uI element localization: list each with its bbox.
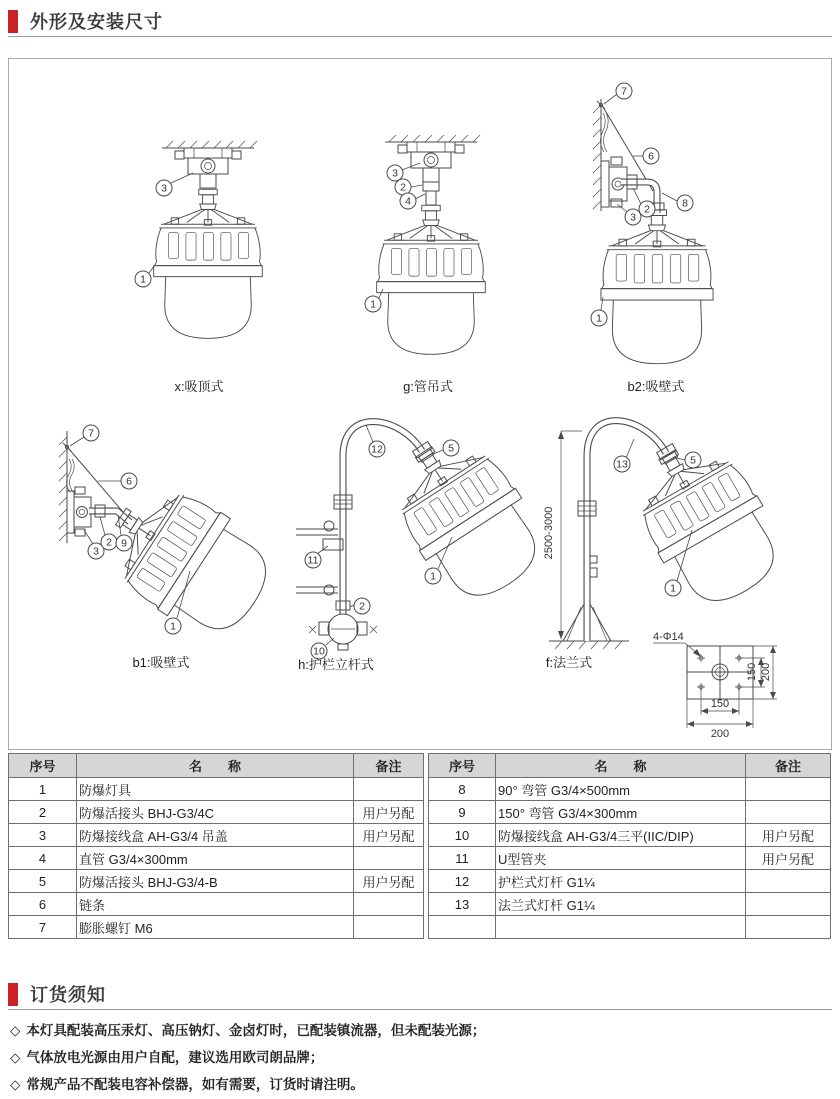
- callout-7: [616, 83, 632, 99]
- cell-note: [746, 801, 831, 824]
- cell-number: 6: [9, 893, 77, 916]
- figure-caption: b1:吸壁式: [132, 655, 190, 670]
- figure-g-pipe-hung: [365, 135, 485, 394]
- callout-11: [305, 552, 321, 568]
- cell-note: [746, 916, 831, 939]
- cell-note: 用户另配: [746, 824, 831, 847]
- svg-text:8: 8: [682, 197, 688, 210]
- cell-number: 1: [9, 778, 77, 801]
- cell-note: [746, 893, 831, 916]
- ordering-note-text: 常规产品不配装电容补偿器，如有需要，订货时请注明。: [26, 1077, 364, 1092]
- table-row: [429, 893, 831, 916]
- svg-text:3: 3: [161, 182, 167, 195]
- figure-caption: g:管吊式: [403, 379, 453, 394]
- callout-5: [685, 452, 701, 468]
- figure-caption: f:法兰式: [545, 655, 593, 670]
- col-header-name: 名 称: [496, 754, 746, 778]
- cell-number: 8: [429, 778, 496, 801]
- cell-number: [429, 916, 496, 939]
- figure-b2-wall-mount: [591, 83, 713, 394]
- svg-text:4: 4: [405, 195, 411, 208]
- figure-h-guardrail-pole: [296, 421, 557, 672]
- flange-dim-150v: 150: [746, 662, 758, 682]
- svg-text:10: 10: [313, 645, 325, 658]
- pole-height-dim: 2500-3000: [543, 506, 555, 560]
- callout-6: [121, 473, 137, 489]
- svg-text:13: 13: [616, 458, 628, 471]
- lamp-drawing: [154, 189, 263, 338]
- cell-name: 法兰式灯杆 G1¼: [496, 893, 746, 916]
- cell-name: 防爆接线盒 AH-G3/4 吊盖: [77, 824, 354, 847]
- cell-number: 5: [9, 870, 77, 893]
- section-ordering-title: [8, 981, 832, 1010]
- callout-2: [101, 534, 117, 550]
- cell-number: 12: [429, 870, 496, 893]
- cell-note: [746, 870, 831, 893]
- lamp-drawing: [377, 205, 486, 354]
- figure-caption: x:吸顶式: [174, 379, 224, 394]
- callout-2: [639, 201, 655, 217]
- cell-name: 防爆活接头 BHJ-G3/4C: [77, 801, 354, 824]
- table-row: [429, 916, 831, 939]
- callout-8: [677, 195, 693, 211]
- table-row: [429, 824, 831, 847]
- cell-name: 护栏式灯杆 G1¼: [496, 870, 746, 893]
- lamp-drawing: [376, 421, 558, 615]
- svg-text:5: 5: [690, 454, 696, 467]
- svg-text:2: 2: [644, 203, 650, 216]
- cell-name: [496, 916, 746, 939]
- cell-note: [354, 778, 424, 801]
- cell-note: 用户另配: [354, 824, 424, 847]
- callout-3: [156, 180, 172, 196]
- installation-drawings: [9, 59, 831, 749]
- parts-table-8-13: [428, 753, 831, 939]
- cell-note: [746, 778, 831, 801]
- diamond-bullet-icon: ◇: [10, 1050, 21, 1065]
- cell-number: 2: [9, 801, 77, 824]
- callout-1: [591, 310, 607, 326]
- svg-text:3: 3: [630, 211, 636, 224]
- figure-caption: b2:吸壁式: [627, 379, 685, 394]
- callout-1: [165, 618, 181, 634]
- table-row: [9, 916, 424, 939]
- callout-5: [443, 440, 459, 456]
- ordering-note: [10, 1017, 790, 1044]
- flange-dim-200h: 200: [710, 728, 730, 740]
- col-header-note: 备注: [746, 754, 831, 778]
- col-header-note: 备注: [354, 754, 424, 778]
- figure-f-flange-pole: [543, 421, 795, 740]
- cell-name: 150° 弯管 G3/4×300mm: [496, 801, 746, 824]
- svg-text:11: 11: [307, 554, 319, 567]
- col-header-name: 名 称: [77, 754, 354, 778]
- cell-name: 防爆接线盒 AH-G3/4三平(IIC/DIP): [496, 824, 746, 847]
- col-header-number: 序号: [429, 754, 496, 778]
- cell-number: 13: [429, 893, 496, 916]
- table-row: [9, 778, 424, 801]
- callout-7: [83, 425, 99, 441]
- flange-hole-label: 4-Φ14: [653, 631, 684, 643]
- ordering-note: [10, 1071, 790, 1098]
- figure-x-ceiling-mount: [135, 141, 262, 394]
- red-accent-bar: [8, 10, 18, 33]
- callout-13: [614, 456, 630, 472]
- table-row: [9, 824, 424, 847]
- cell-name: 膨胀螺钉 M6: [77, 916, 354, 939]
- svg-text:5: 5: [448, 442, 454, 455]
- svg-text:1: 1: [596, 312, 602, 325]
- callout-3: [387, 165, 403, 181]
- cell-note: 用户另配: [746, 847, 831, 870]
- svg-text:2: 2: [400, 181, 406, 194]
- svg-text:7: 7: [621, 85, 627, 98]
- svg-text:1: 1: [670, 582, 676, 595]
- cell-number: 7: [9, 916, 77, 939]
- table-row: [429, 870, 831, 893]
- callout-4: [400, 193, 416, 209]
- table-row: [9, 893, 424, 916]
- col-header-number: 序号: [9, 754, 77, 778]
- callout-1: [365, 296, 381, 312]
- lamp-drawing: [601, 210, 713, 364]
- cell-note: [354, 893, 424, 916]
- table-header-row: [429, 754, 831, 778]
- cell-number: 3: [9, 824, 77, 847]
- cell-number: 4: [9, 847, 77, 870]
- lamp-drawing: [618, 426, 796, 619]
- red-accent-bar: [8, 983, 18, 1006]
- svg-text:12: 12: [371, 443, 383, 456]
- callout-12: [369, 441, 385, 457]
- callout-1: [665, 580, 681, 596]
- diamond-bullet-icon: ◇: [10, 1023, 21, 1038]
- callout-1: [135, 271, 151, 287]
- cell-note: 用户另配: [354, 870, 424, 893]
- cell-name: 防爆灯具: [77, 778, 354, 801]
- diamond-bullet-icon: ◇: [10, 1077, 21, 1092]
- ordering-title: 订货须知: [30, 985, 106, 1005]
- section-outline-title: [8, 8, 832, 37]
- cell-number: 11: [429, 847, 496, 870]
- ordering-note-text: 本灯具配装高压汞灯、高压钠灯、金卤灯时，已配装镇流器，但未配装光源；: [26, 1023, 486, 1038]
- svg-text:1: 1: [430, 570, 436, 583]
- cell-name: 链条: [77, 893, 354, 916]
- lamp-drawing: [89, 468, 285, 651]
- flange-dim-200v: 200: [760, 662, 772, 682]
- svg-text:3: 3: [93, 545, 99, 558]
- table-row: [9, 801, 424, 824]
- ordering-notes: [10, 1017, 790, 1098]
- callout-6: [643, 148, 659, 164]
- svg-text:9: 9: [121, 537, 127, 550]
- svg-text:7: 7: [88, 427, 94, 440]
- svg-text:1: 1: [140, 273, 146, 286]
- svg-text:6: 6: [126, 475, 132, 488]
- cell-note: [354, 916, 424, 939]
- table-header-row: [9, 754, 424, 778]
- svg-text:2: 2: [359, 600, 365, 613]
- callout-1: [425, 568, 441, 584]
- table-row: [429, 801, 831, 824]
- ordering-note: [10, 1044, 790, 1071]
- cell-note: 用户另配: [354, 801, 424, 824]
- svg-text:1: 1: [370, 298, 376, 311]
- callout-3: [625, 209, 641, 225]
- table-row: [429, 847, 831, 870]
- parts-table-1-7: [8, 753, 424, 939]
- installation-drawings-panel: [8, 58, 832, 750]
- callout-9: [116, 535, 132, 551]
- table-row: [9, 847, 424, 870]
- cell-number: 10: [429, 824, 496, 847]
- cell-name: 90° 弯管 G3/4×500mm: [496, 778, 746, 801]
- table-row: [429, 778, 831, 801]
- figure-b1-wall-mount: [59, 425, 285, 670]
- table-row: [9, 870, 424, 893]
- callout-2: [354, 598, 370, 614]
- flange-plate-detail: [653, 631, 777, 740]
- cell-name: U型管夹: [496, 847, 746, 870]
- cell-name: 直管 G3/4×300mm: [77, 847, 354, 870]
- figure-caption: h:护栏立杆式: [298, 657, 374, 672]
- svg-text:2: 2: [106, 536, 112, 549]
- cell-note: [354, 847, 424, 870]
- cell-name: 防爆活接头 BHJ-G3/4-B: [77, 870, 354, 893]
- page-title: 外形及安装尺寸: [30, 12, 163, 32]
- svg-text:6: 6: [648, 150, 654, 163]
- flange-dim-150h: 150: [710, 698, 730, 710]
- cell-number: 9: [429, 801, 496, 824]
- svg-text:1: 1: [170, 620, 176, 633]
- svg-text:3: 3: [392, 167, 398, 180]
- ordering-note-text: 气体放电光源由用户自配，建议选用欧司朗品牌；: [26, 1050, 324, 1065]
